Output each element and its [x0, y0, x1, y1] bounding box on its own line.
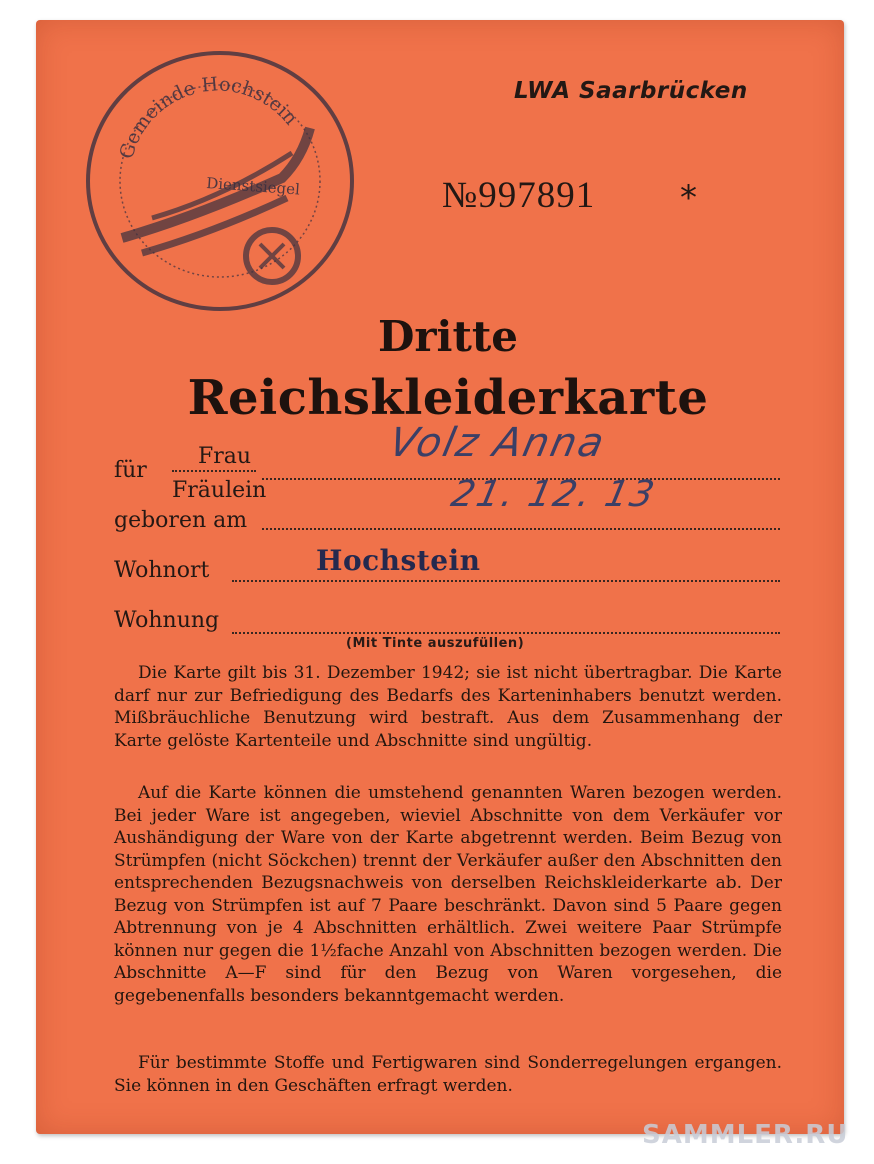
birthdate-value: 21. 12. 13: [447, 474, 660, 515]
fraeulein-label: Fräulein: [172, 478, 267, 503]
paragraph-goods: Auf die Karte können die umstehend genannten Waren bezogen werden. Bei jeder Ware ist angegeben, wieviel Abschnitte von dem Verkäufer vor Aushändigung der Ware von der Karte abgetrennt werden. Beim Bezug von Strümpfen (nicht Söckchen) trennt der Verkäufer außer den Abschnitten den entsprechenden Bezugsnachweis von derselben Reichskleiderkarte ab. Der Bezug von Strümpfen ist auf 7 Paare beschränkt. Davon sind 5 Paare gegen Abtrennung von je 4 Abschnitten erhältlich. Zwei weitere Paar Strümpfe können nur gegen die 1½fache Anzahl von Abschnitten bezogen werden. Die Abschnitte A—F sind für den Bezug von Waren vorgesehen, die gegebenenfalls besonders bekanntgemacht werden.: [114, 783, 782, 1006]
for-label: für: [114, 458, 147, 483]
born-label: geboren am: [114, 508, 248, 533]
seal-text-center: Dienstsiegel: [205, 174, 301, 199]
dwelling-label: Wohnung: [114, 608, 220, 633]
frau-label: Frau: [198, 444, 252, 469]
name-value: Volz Anna: [385, 420, 610, 466]
paragraph-special-rules: Für bestimmte Stoffe und Fertigwaren sind Sonderregelungen ergangen. Sie können in den Geschäften erfragt werden.: [114, 1053, 782, 1096]
seal-text-top: Gemeinde Hochstein: [115, 73, 302, 162]
dwelling-line: [232, 632, 780, 634]
birthdate-line: [262, 528, 780, 530]
title-line-2: Reichskleiderkarte: [187, 370, 709, 426]
paragraph-validity: Die Karte gilt bis 31. Dezember 1942; sie ist nicht übertragbar. Die Karte darf nur zur Befriedigung des Bedarfs des Karteninhabers benutzt werden. Mißbräuchliche Benutzung wird bestraft. Aus dem Zusammenhang der Karte gelöste Kartenteile und Abschnitte sind ungültig.: [114, 663, 782, 751]
residence-label: Wohnort: [114, 558, 210, 583]
residence-line: [232, 580, 780, 582]
eagle-emblem-icon: [122, 128, 310, 282]
issuing-office: LWA Saarbrücken: [514, 78, 748, 104]
card-number: №997891: [442, 175, 596, 216]
title-line-1: Dritte: [377, 312, 519, 361]
frau-strike-line: [172, 470, 256, 472]
ink-note: (Mit Tinte auszufüllen): [346, 636, 525, 651]
watermark: SAMMLER.RU: [642, 1120, 849, 1150]
asterisk-mark: *: [680, 178, 697, 218]
official-seal: [82, 48, 358, 318]
residence-stamp: Hochstein: [316, 544, 481, 577]
